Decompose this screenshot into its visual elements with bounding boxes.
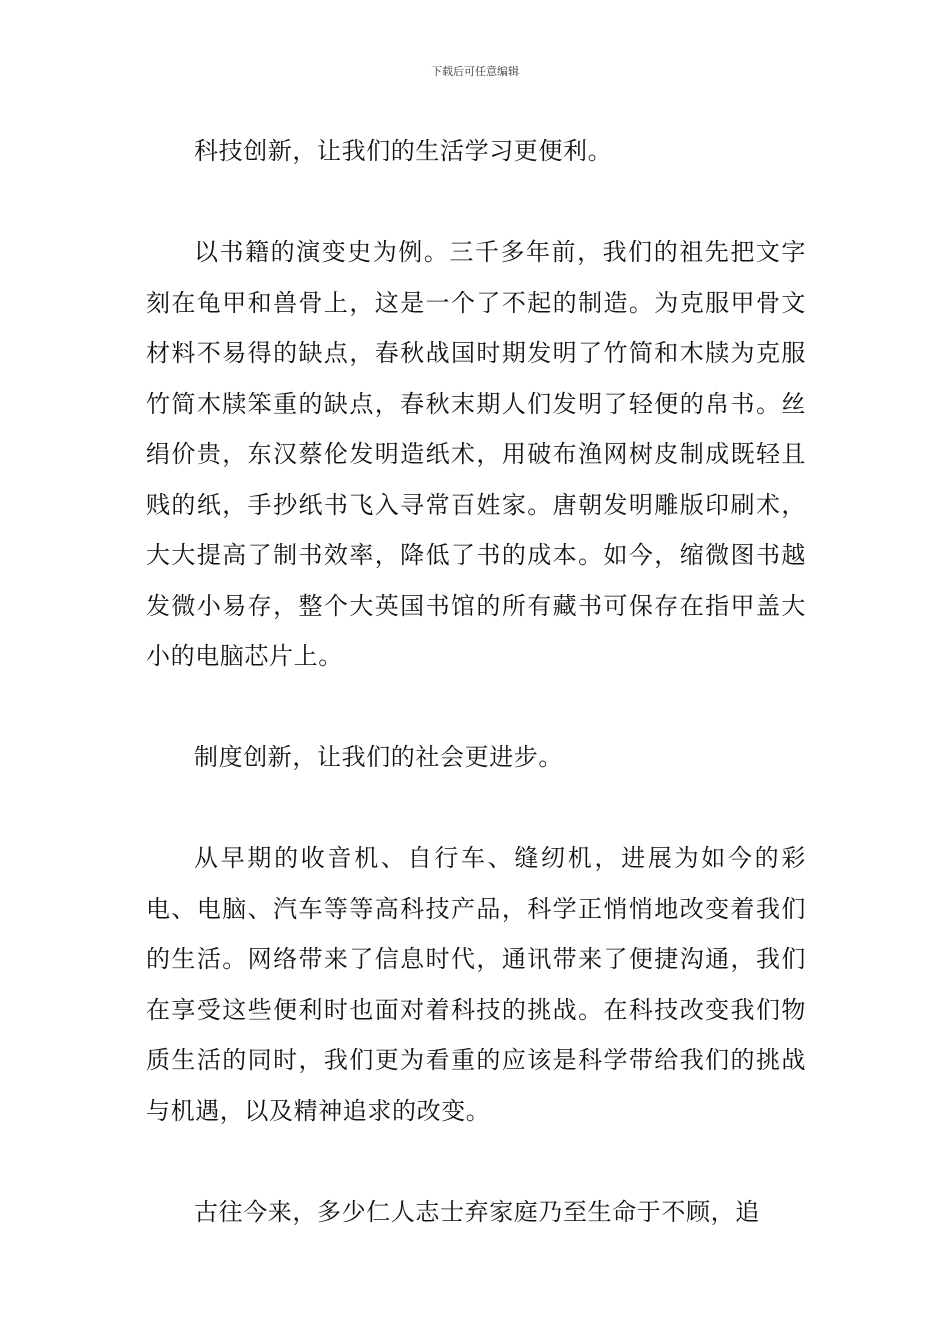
paragraph-gap bbox=[146, 1136, 806, 1187]
paragraph-gap bbox=[146, 783, 806, 834]
paragraph-gap bbox=[146, 682, 806, 733]
paragraph-tech-products: 从早期的收音机、自行车、缝纫机，进展为如今的彩电、电脑、汽车等等高科技产品，科学正悄悄地改变着我们的生活。网络带来了信息时代，通讯带来了便捷沟通，我们在享受这些便利时也面对着科技的挑战。在科技改变我们物质生活的同时，我们更为看重的应该是科学带给我们的挑战与机遇，以及精神追求的改变。 bbox=[146, 844, 806, 1125]
paragraph-system-innovation: 制度创新，让我们的社会更进步。 bbox=[194, 743, 563, 771]
document-body bbox=[146, 126, 806, 1237]
paragraph-gap bbox=[146, 177, 806, 228]
paragraph-historical-figures: 古往今来，多少仁人志士弃家庭乃至生命于不顾，追 bbox=[194, 1197, 760, 1226]
paragraph-tech-innovation: 科技创新，让我们的生活学习更便利。 bbox=[194, 137, 613, 165]
page-header: 下载后可任意编辑 bbox=[431, 65, 519, 78]
paragraph-book-history: 以书籍的演变史为例。三千多年前，我们的祖先把文字刻在龟甲和兽骨上，这是一个了不起的制造。为克服甲骨文材料不易得的缺点，春秋战国时期发明了竹简和木牍为克服竹简木牍笨重的缺点，春秋末期人们发明了轻便的帛书。丝绢价贵，东汉蔡伦发明造纸术，用破布渔网树皮制成既轻且贱的纸，手抄纸书飞入寻常百姓家。唐朝发明雕版印刷术，大大提高了制书效率，降低了书的成本。如今，缩微图书越发微小易存，整个大英国书馆的所有藏书可保存在指甲盖大小的电脑芯片上。 bbox=[146, 238, 806, 670]
